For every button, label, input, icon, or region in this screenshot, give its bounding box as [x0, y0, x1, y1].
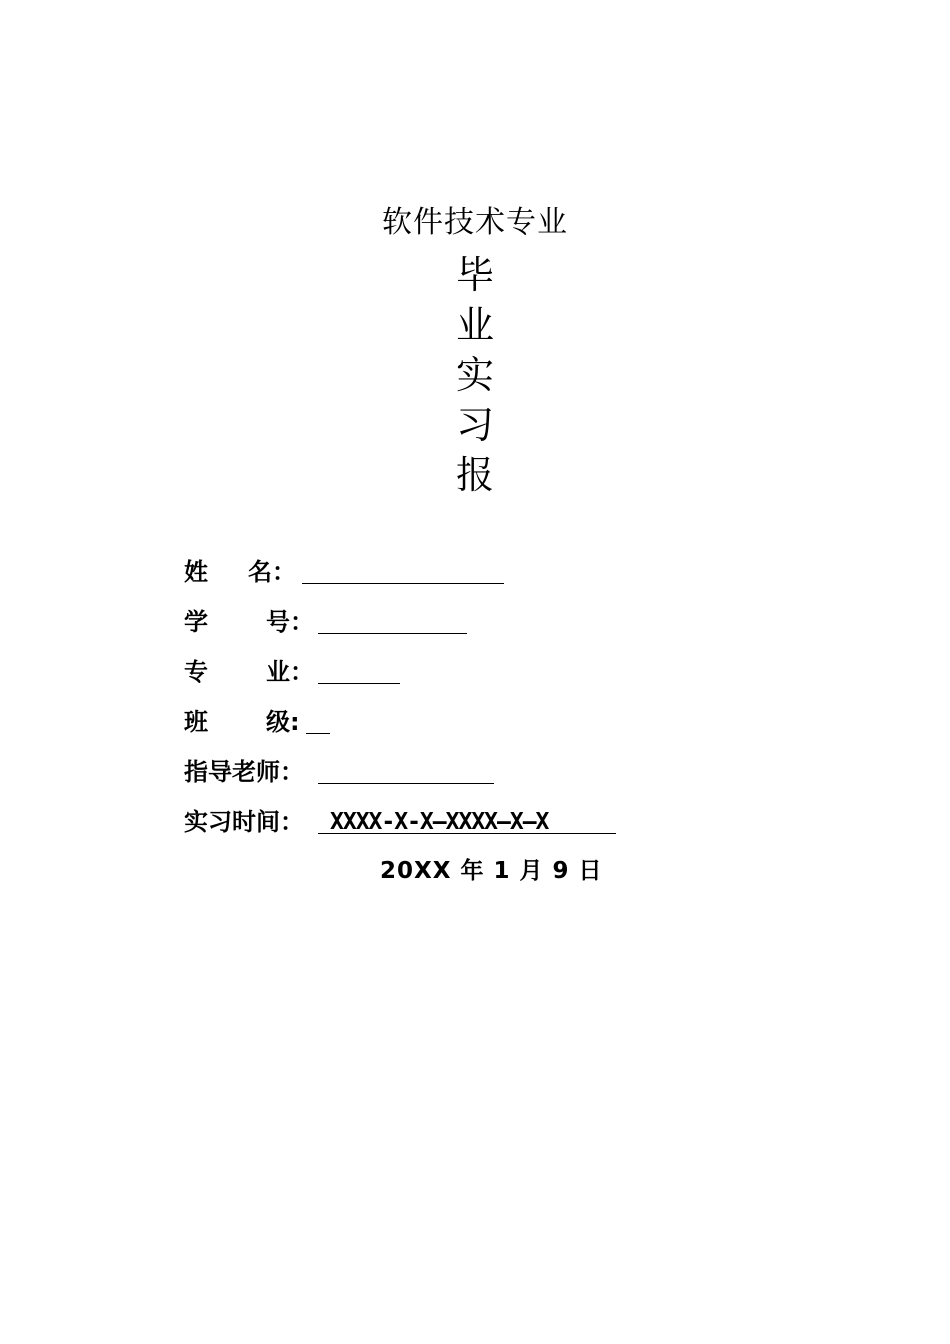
field-student-id-label-b: 号：	[266, 608, 314, 636]
field-major-label-a: 专	[184, 658, 208, 686]
report-date: 20XX 年 1 月 9 日	[380, 858, 603, 884]
report-title	[0, 250, 950, 500]
field-class-label-b: 级:	[266, 708, 300, 736]
major-blank-line[interactable]	[318, 683, 400, 684]
class-blank-line[interactable]	[306, 733, 330, 734]
title-char: 毕	[455, 253, 494, 297]
field-major-label-b: 业：	[266, 658, 314, 686]
field-class-label-a: 班	[184, 708, 208, 736]
field-period-label: 实习时间：	[184, 808, 304, 836]
name-blank-line[interactable]	[302, 583, 504, 584]
period-underline[interactable]	[318, 833, 616, 834]
field-name-label-a: 姓	[184, 558, 208, 586]
major-heading: 软件技术专业	[382, 205, 568, 240]
advisor-blank-line[interactable]	[318, 783, 494, 784]
title-char: 习	[455, 403, 494, 447]
student-id-blank-line[interactable]	[318, 633, 467, 634]
field-name-label-b: 名：	[248, 558, 296, 586]
title-char: 实	[455, 353, 494, 397]
period-value: XXXX-X-X—XXXX—X—X	[330, 809, 549, 835]
field-student-id-label-a: 学	[184, 608, 208, 636]
title-char: 业	[455, 303, 494, 347]
field-advisor-label: 指导老师：	[184, 758, 304, 786]
title-char: 报	[455, 453, 494, 497]
